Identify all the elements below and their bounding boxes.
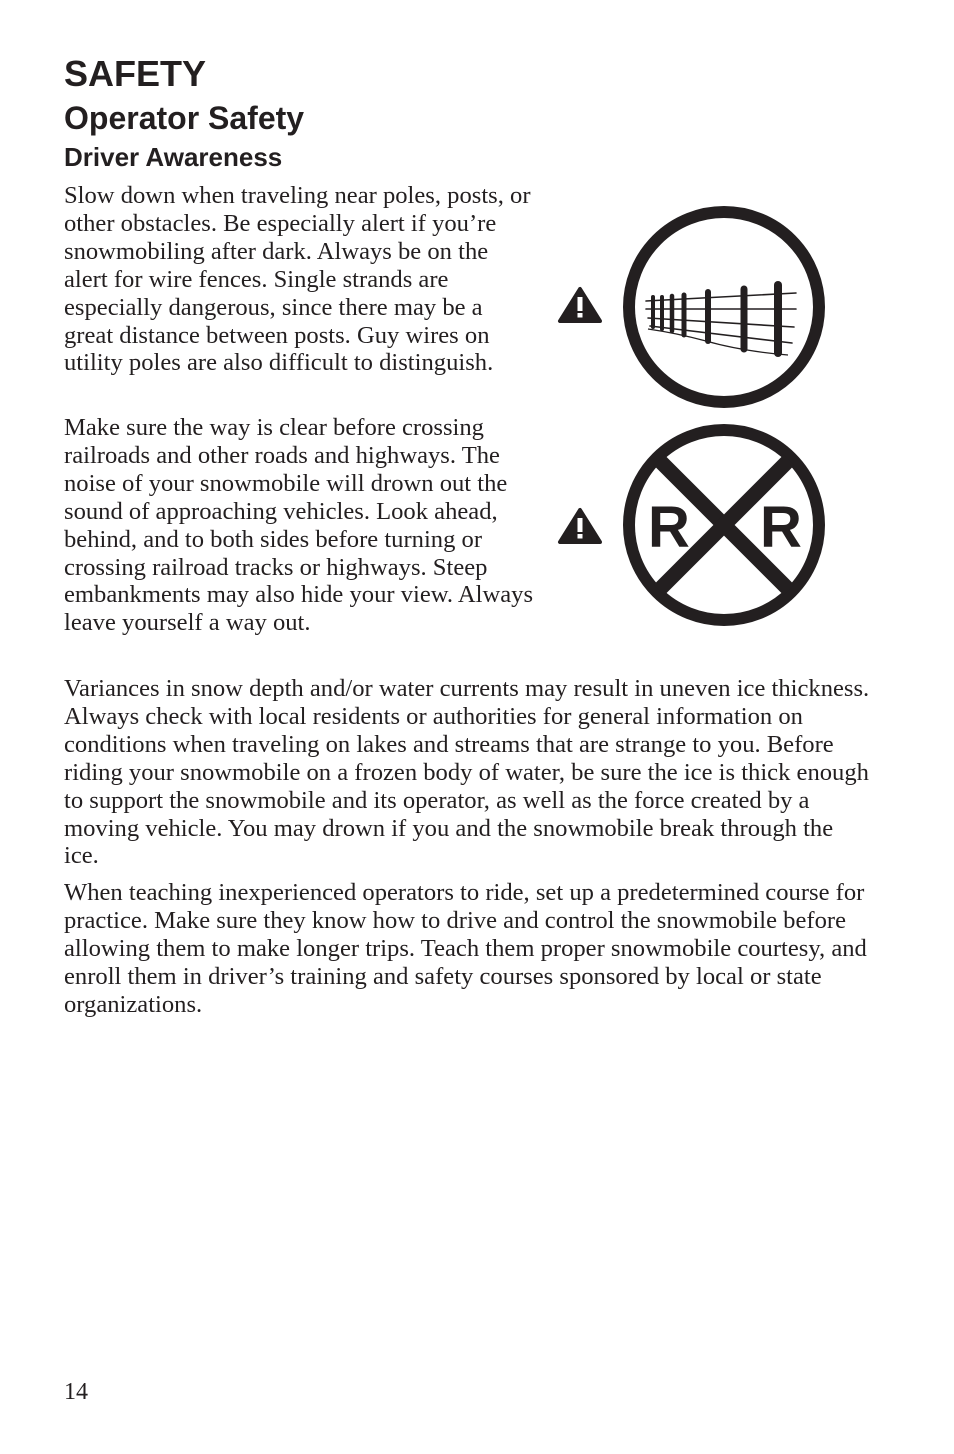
paragraph-obstacles: Slow down when traveling near poles, posts, or other obstacles. Be especially alert if you’re snowmobiling after dark. Always be on the alert for wire fences. Single strands are especially dangerous, since there may be a great distance between posts. Guy wires on utility poles are also difficult to distinguish. [64,182,531,377]
warning-triangle-icon [560,510,600,542]
wire-fence-sign-icon [629,212,819,402]
topic-title: Driver Awareness [64,142,283,172]
subsection-title: Operator Safety [64,100,305,136]
warning-triangle-icon [560,289,600,321]
railroad-crossing-sign-icon [629,430,819,620]
page-number: 14 [64,1379,88,1405]
paragraph-railroads: Make sure the way is clear before crossing railroads and other roads and highways. The noise of your snowmobile will drown out the sound of approaching vehicles. Look ahead, behind, and to both sides before turning or crossing railroad tracks or highways. Steep embankments may also hide your view. Always leave yourself a way out. [64,414,534,637]
paragraph-ice: Variances in snow depth and/or water currents may result in uneven ice thickness. Always check with local residents or authorities for general information on conditions when traveling on lakes and streams that are strange to you. Before riding your snowmobile on a frozen body of water, be sure the ice is thick enough to support the snowmobile and its operator, as well as the force created by a moving vehicle. You may drown if you and the snowmobile break through the ice. [64,675,870,870]
section-title: SAFETY [64,53,207,94]
railroad-letter-left: R [648,495,690,560]
fence-warning-figure [556,203,832,413]
railroad-letter-right: R [760,495,802,560]
paragraph-teaching: When teaching inexperienced operators to ride, set up a predetermined course for practice. Make sure they know how to drive and control the snowmobile before allowing them to make longer trips. Teach them proper snowmobile courtesy, and enroll them in driver’s training and safety courses sponsored by local or state organizations. [64,879,867,1018]
railroad-warning-figure [556,421,832,631]
